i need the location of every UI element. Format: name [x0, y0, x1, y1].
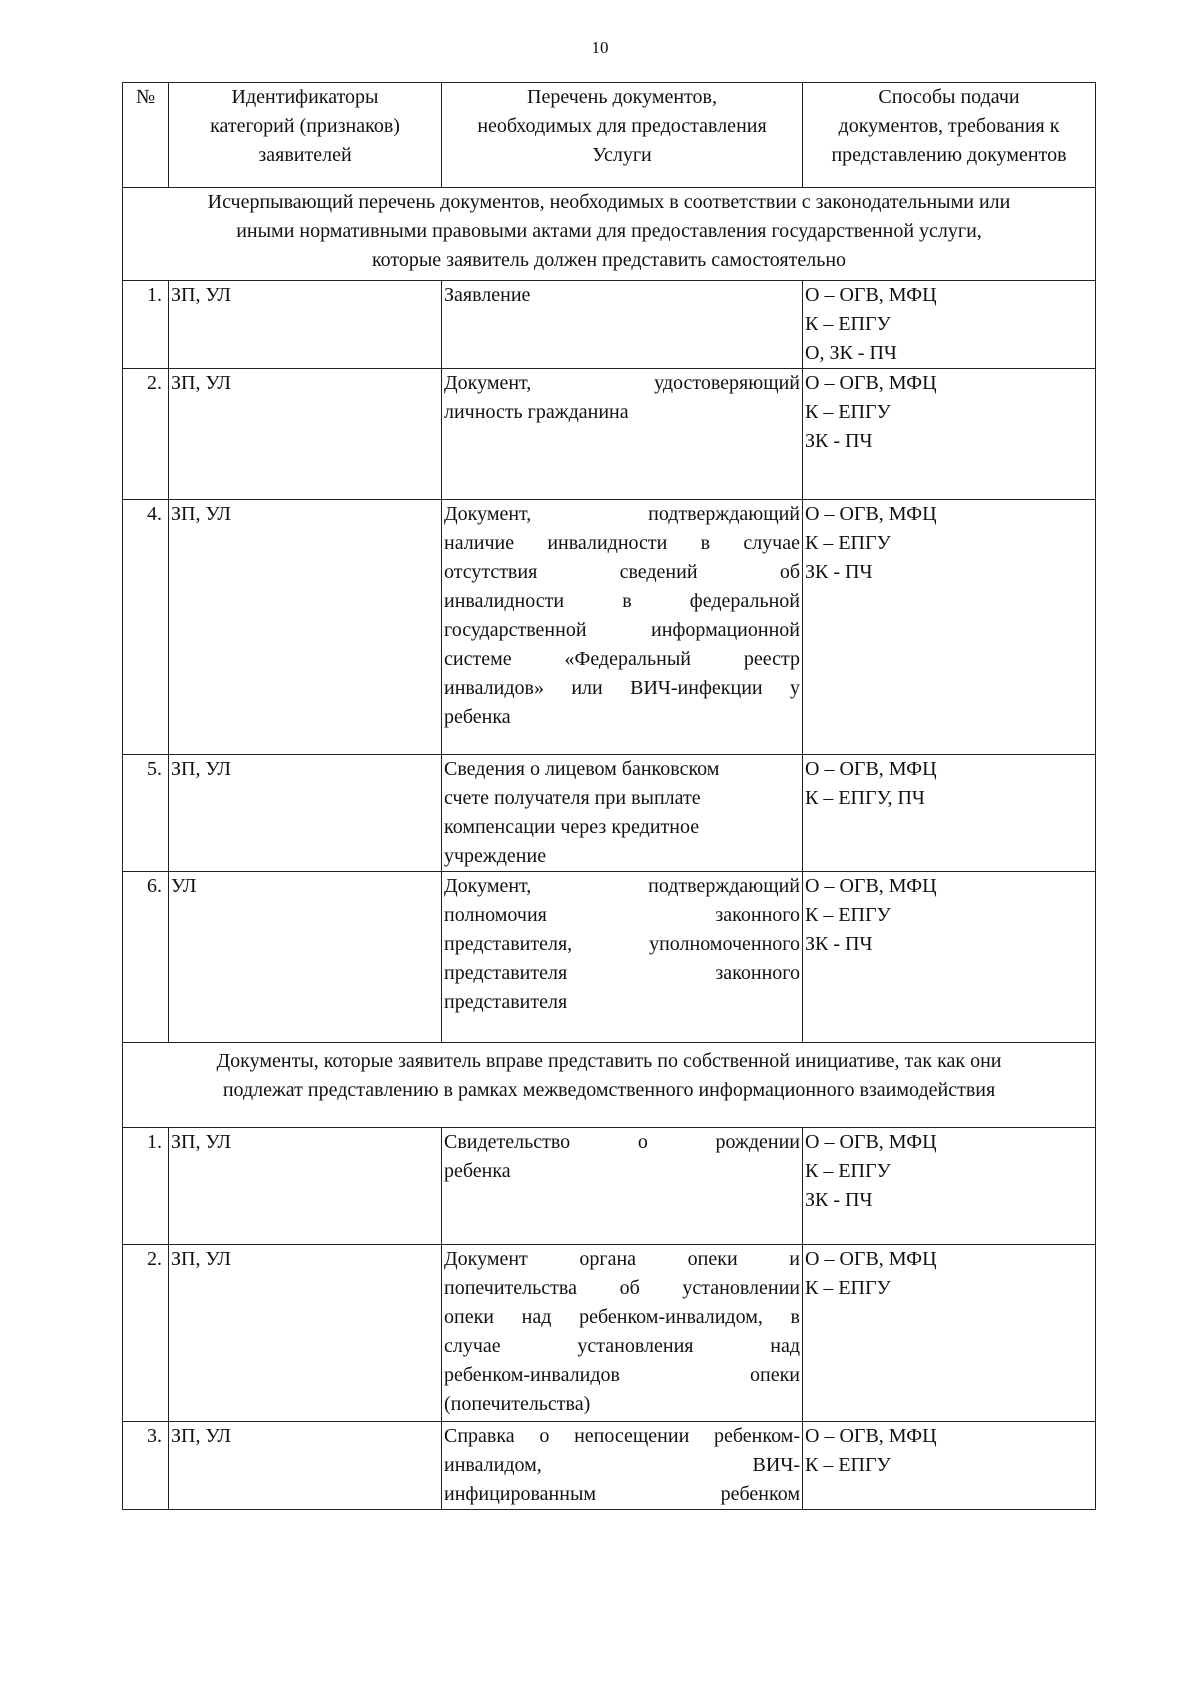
applicant-category: УЛ [169, 872, 442, 1043]
row-number: 1. [123, 1128, 169, 1245]
page-number: 10 [591, 38, 609, 57]
submission-methods: О – ОГВ, МФЦ К – ЕПГУ, ПЧ [803, 755, 1096, 872]
document-name: Документ, подтверждающий наличие инвалидности в случае отсутствия сведений об инвалидности в федеральной государственной информационной системе «Федеральный реестр инвалидов» или ВИЧ-инфекции у ребенка [442, 500, 803, 755]
row-number: 2. [123, 369, 169, 500]
table-row [123, 1422, 1096, 1510]
applicant-category: ЗП, УЛ [169, 369, 442, 500]
header-methods: Способы подачи документов, требования к представлению документов [803, 83, 1096, 188]
row-number: 4. [123, 500, 169, 755]
documents-table [122, 82, 1096, 1510]
document-name: Документ, удостоверяющий личность гражданина [442, 369, 803, 500]
submission-methods: О – ОГВ, МФЦ К – ЕПГУ ЗК - ПЧ [803, 369, 1096, 500]
applicant-category: ЗП, УЛ [169, 281, 442, 369]
section-title-mandatory: Исчерпывающий перечень документов, необходимых в соответствии с законодательными или иными нормативными правовыми актами для предоставления государственной услуги, которые заявитель должен представить самостоятельно [123, 188, 1096, 281]
header-num: № [123, 83, 169, 188]
row-number: 3. [123, 1422, 169, 1510]
table-row [123, 369, 1096, 500]
document-name: Заявление [442, 281, 803, 369]
submission-methods: О – ОГВ, МФЦ К – ЕПГУ ЗК - ПЧ [803, 872, 1096, 1043]
applicant-category: ЗП, УЛ [169, 500, 442, 755]
submission-methods: О – ОГВ, МФЦ К – ЕПГУ О, ЗК - ПЧ [803, 281, 1096, 369]
table-row [123, 755, 1096, 872]
table-row [123, 872, 1096, 1043]
document-name: Сведения о лицевом банковском счете получателя при выплате компенсации через кредитное учреждение [442, 755, 803, 872]
applicant-category: ЗП, УЛ [169, 755, 442, 872]
document-name: Документ органа опеки и попечительства об установлении опеки над ребенком-инвалидом, в случае установления над ребенком-инвалидов опеки (попечительства) [442, 1245, 803, 1422]
header-identifiers: Идентификаторы категорий (признаков) заявителей [169, 83, 442, 188]
table-row [123, 1245, 1096, 1422]
row-number: 5. [123, 755, 169, 872]
section-title-optional: Документы, которые заявитель вправе представить по собственной инициативе, так как они подлежат представлению в рамках межведомственного информационного взаимодействия [123, 1043, 1096, 1128]
table-row [123, 281, 1096, 369]
applicant-category: ЗП, УЛ [169, 1128, 442, 1245]
row-number: 6. [123, 872, 169, 1043]
table-row [123, 500, 1096, 755]
table-header-row [123, 83, 1096, 188]
submission-methods: О – ОГВ, МФЦ К – ЕПГУ [803, 1245, 1096, 1422]
document-name: Справка о непосещении ребенком- инвалидом, ВИЧ- инфицированным ребенком [442, 1422, 803, 1510]
submission-methods: О – ОГВ, МФЦ К – ЕПГУ ЗК - ПЧ [803, 1128, 1096, 1245]
row-number: 1. [123, 281, 169, 369]
row-number: 2. [123, 1245, 169, 1422]
table-row [123, 1128, 1096, 1245]
header-documents: Перечень документов, необходимых для предоставления Услуги [442, 83, 803, 188]
submission-methods: О – ОГВ, МФЦ К – ЕПГУ ЗК - ПЧ [803, 500, 1096, 755]
submission-methods: О – ОГВ, МФЦ К – ЕПГУ [803, 1422, 1096, 1510]
applicant-category: ЗП, УЛ [169, 1422, 442, 1510]
applicant-category: ЗП, УЛ [169, 1245, 442, 1422]
document-name: Документ, подтверждающий полномочия законного представителя, уполномоченного представителя законного представителя [442, 872, 803, 1043]
document-name: Свидетельство о рождении ребенка [442, 1128, 803, 1245]
